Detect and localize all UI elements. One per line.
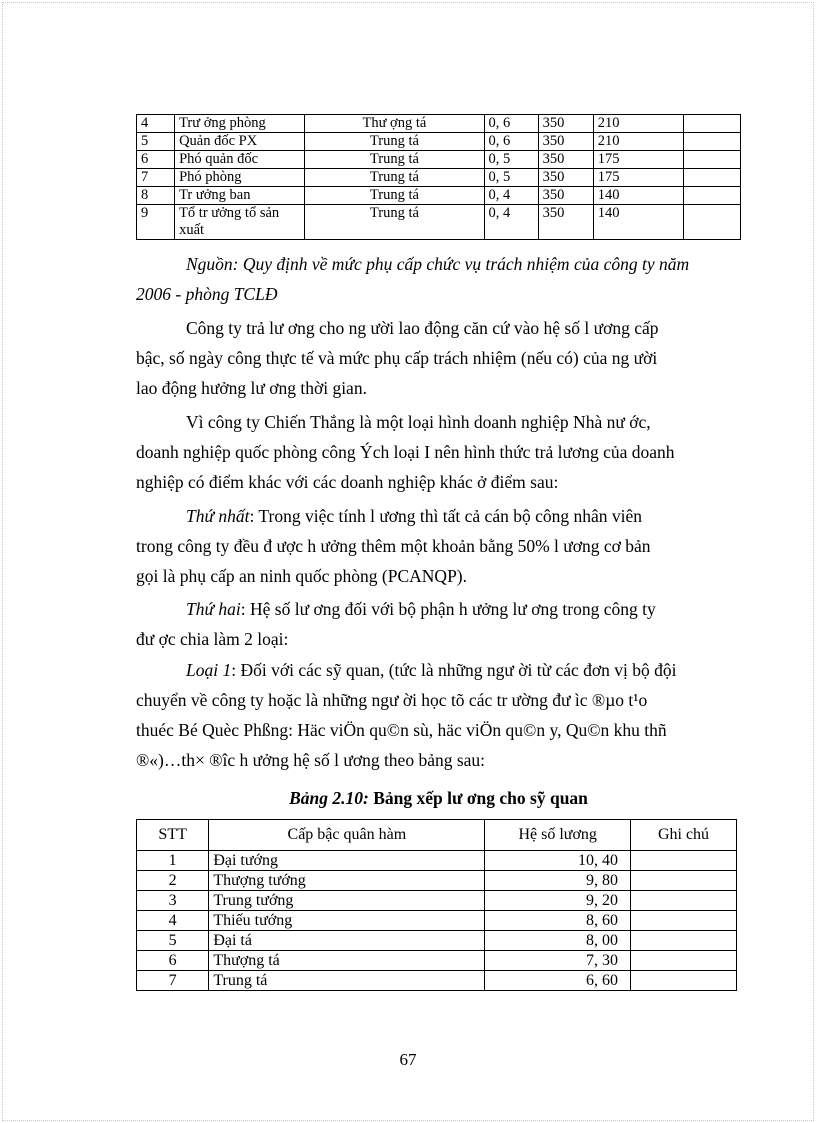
rank-cell: Trung tướng: [209, 891, 485, 911]
table-row: [137, 133, 741, 151]
base-cell: 350: [538, 205, 593, 240]
position-cell: Quản đốc PX: [175, 133, 305, 151]
coef-cell: 7, 30: [485, 951, 631, 971]
coef-cell: 10, 40: [485, 851, 631, 871]
stt-cell: 6: [137, 151, 175, 169]
rank-cell: Trung tá: [305, 151, 484, 169]
amount-cell: 175: [593, 169, 683, 187]
text-line: ®«)…th× ®îc h ưởng hệ số l ương theo bảng sau:: [136, 750, 486, 770]
base-cell: 350: [538, 151, 593, 169]
amount-cell: 210: [593, 115, 683, 133]
rank-cell: Đại tướng: [209, 851, 485, 871]
rank-cell: Thượng tướng: [209, 871, 485, 891]
position-cell: Phó quản đốc: [175, 151, 305, 169]
caption-label: Bảng 2.10:: [289, 788, 369, 808]
text-line: chuyển về công ty hoặc là những ngư ời học tõ các tr ường đư ìc ®µo t¹o: [136, 690, 648, 710]
header-note: Ghi chú: [631, 820, 737, 851]
note-cell: [683, 115, 740, 133]
paragraph-type-1: [136, 655, 741, 775]
source-line-2: 2006 - phòng TCLĐ: [136, 284, 278, 304]
paragraph-first-point: [136, 501, 741, 591]
source-line-1: Nguồn: Quy định về mức phụ cấp chức vụ trách nhiệm của công ty năm: [186, 254, 690, 274]
rank-cell: Trung tá: [305, 187, 484, 205]
base-cell: 350: [538, 187, 593, 205]
table-row: [137, 169, 741, 187]
rank-cell: Trung tá: [305, 133, 484, 151]
page-number: 67: [399, 1050, 417, 1069]
coef-cell: 0, 4: [484, 187, 538, 205]
text-line: : Hệ số lư ơng đối với bộ phận h ưởng lư ơng trong công ty: [240, 599, 656, 619]
coef-cell: 9, 80: [485, 871, 631, 891]
note-cell: [631, 911, 737, 931]
amount-cell: 140: [593, 205, 683, 240]
header-coef: Hệ số lương: [485, 820, 631, 851]
text-line: trong công ty đều đ ược h ưởng thêm một khoản bằng 50% l ương cơ bản: [136, 536, 651, 556]
note-cell: [683, 187, 740, 205]
base-cell: 350: [538, 169, 593, 187]
coef-cell: 0, 5: [484, 169, 538, 187]
caption-text: Bảng xếp lư ơng cho sỹ quan: [368, 788, 588, 808]
note-cell: [683, 133, 740, 151]
note-cell: [683, 205, 740, 240]
amount-cell: 210: [593, 133, 683, 151]
header-rank: Cấp bậc quân hàm: [209, 820, 485, 851]
table-row: [137, 205, 741, 240]
lead-term: Thứ hai: [186, 599, 241, 619]
text-line: Công ty trả lư ơng cho ng ười lao động căn cứ vào hệ số l ương cấp: [186, 318, 659, 338]
stt-cell: 7: [137, 169, 175, 187]
table-row: [137, 187, 741, 205]
position-cell: Tr ưởng ban: [175, 187, 305, 205]
text-line: : Đối với các sỹ quan, (tức là những ngư ời từ các đơn vị bộ đội: [231, 660, 677, 680]
rank-cell: Trung tá: [305, 169, 484, 187]
allowance-table: [136, 114, 741, 240]
rank-cell: Trung tá: [305, 205, 484, 240]
note-cell: [683, 169, 740, 187]
coef-cell: 0, 4: [484, 205, 538, 240]
rank-cell: Trung tá: [209, 971, 485, 991]
rank-cell: Thư ợng tá: [305, 115, 484, 133]
coef-cell: 8, 00: [485, 931, 631, 951]
stt-cell: 3: [137, 891, 209, 911]
rank-cell: Thiếu tướng: [209, 911, 485, 931]
text-line: : Trong việc tính l ương thì tất cả cán bộ công nhân viên: [249, 506, 643, 526]
stt-cell: 2: [137, 871, 209, 891]
stt-cell: 1: [137, 851, 209, 871]
paragraph-second-point: [136, 594, 741, 654]
stt-cell: 5: [137, 133, 175, 151]
table-row: [137, 931, 737, 951]
stt-cell: 4: [137, 115, 175, 133]
coef-cell: 6, 60: [485, 971, 631, 991]
table-row: [137, 151, 741, 169]
text-line: Vì công ty Chiến Thắng là một loại hình doanh nghiệp Nhà nư ớc,: [186, 412, 651, 432]
stt-cell: 6: [137, 951, 209, 971]
text-line: gọi là phụ cấp an ninh quốc phòng (PCANQP).: [136, 566, 468, 586]
amount-cell: 175: [593, 151, 683, 169]
note-cell: [631, 851, 737, 871]
amount-cell: 140: [593, 187, 683, 205]
note-cell: [631, 871, 737, 891]
table-row: [137, 911, 737, 931]
stt-cell: 8: [137, 187, 175, 205]
text-line: thuéc Bé Quèc Phßng: Häc viÖn qu©n sù, häc viÖn qu©n y, Qu©n khu thñ: [136, 720, 667, 740]
source-note: [136, 249, 741, 309]
note-cell: [683, 151, 740, 169]
note-cell: [631, 971, 737, 991]
base-cell: 350: [538, 115, 593, 133]
rank-cell: Đại tá: [209, 931, 485, 951]
coef-cell: 9, 20: [485, 891, 631, 911]
table-row: [137, 115, 741, 133]
text-line: lao động hưởng lư ơng thời gian.: [136, 378, 367, 398]
table-caption: [136, 783, 741, 813]
paragraph-wage-basis: [136, 313, 741, 403]
table-row: [137, 891, 737, 911]
coef-cell: 0, 6: [484, 115, 538, 133]
text-line: bậc, số ngày công thực tế và mức phụ cấp trách nhiệm (nếu có) của ng ười: [136, 348, 658, 368]
table-row: [137, 871, 737, 891]
lead-term: Thứ nhất: [186, 506, 250, 526]
note-cell: [631, 951, 737, 971]
table-header-row: [137, 820, 737, 851]
coef-cell: 8, 60: [485, 911, 631, 931]
lead-term: Loại 1: [186, 660, 232, 680]
stt-cell: 4: [137, 911, 209, 931]
position-cell: Phó phòng: [175, 169, 305, 187]
table-row: [137, 851, 737, 871]
table-row: [137, 971, 737, 991]
header-stt: STT: [137, 820, 209, 851]
coef-cell: 0, 5: [484, 151, 538, 169]
stt-cell: 9: [137, 205, 175, 240]
note-cell: [631, 891, 737, 911]
note-cell: [631, 931, 737, 951]
text-line: doanh nghiệp quốc phòng công Ých loại I nên hình thức trả lương của doanh: [136, 442, 675, 462]
rank-cell: Thượng tá: [209, 951, 485, 971]
stt-cell: 5: [137, 931, 209, 951]
text-line: đư ợc chia làm 2 loại:: [136, 629, 289, 649]
paragraph-company-type: [136, 407, 741, 497]
stt-cell: 7: [137, 971, 209, 991]
base-cell: 350: [538, 133, 593, 151]
position-cell: Trư ởng phòng: [175, 115, 305, 133]
officer-salary-table: [136, 819, 737, 991]
text-line: nghiệp có điểm khác với các doanh nghiệp khác ở điểm sau:: [136, 472, 559, 492]
coef-cell: 0, 6: [484, 133, 538, 151]
table-row: [137, 951, 737, 971]
position-cell: Tổ tr ưởng tổ sản xuất: [175, 205, 305, 240]
